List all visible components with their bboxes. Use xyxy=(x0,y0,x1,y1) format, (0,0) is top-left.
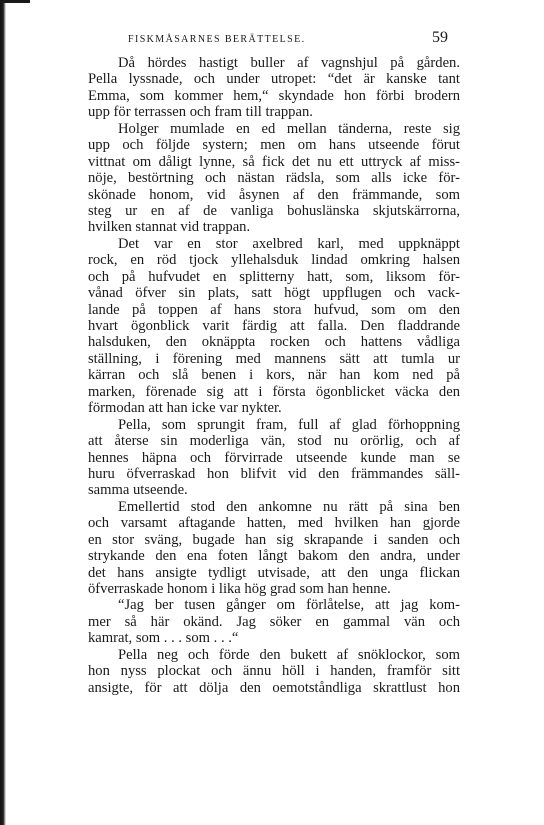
text-line: Det var en stor axelbred karl, med uppknäppt xyxy=(118,235,460,252)
text-line: vånad öfver sin plats, satt högt uppflugen och vack- xyxy=(88,285,460,302)
text-line: upp och följde systern; men om hans utseende förut xyxy=(88,137,460,154)
text-line: vittnat om dåligt lynne, så fick det nu ett uttryck af miss- xyxy=(88,153,460,170)
text-line: steg ur en af de vanliga bohuslänska skjutskärrorna, xyxy=(88,202,460,219)
text-line: Då hördes hastigt buller af vagnshjul på gården. xyxy=(118,55,460,71)
text-line: skönade honom, vid åsynen af den främmande, som xyxy=(88,186,460,203)
text-line: och på hufvudet en splitterny hatt, som, liksom för- xyxy=(88,268,460,285)
text-line: förmodan att han icke var nykter. xyxy=(88,400,282,417)
text-line: Pella neg och förde den bukett af snöklockor, som xyxy=(118,646,460,663)
text-line: rock, en röd tjock yllehalsduk lindad omkring halsen xyxy=(88,252,460,269)
text-line: huru öfverraskad hon blifvit vid den främmandes säll- xyxy=(88,465,460,482)
text-line: en stor sväng, bugade han sig skrapande i sanden och xyxy=(88,531,460,548)
text-line: Pella, som sprungit fram, full af glad förhoppning xyxy=(118,416,460,433)
text-line: hvilken stannat vid trappan. xyxy=(88,219,251,236)
text-line: kärran och slå benen i kors, när han kom ned på xyxy=(88,367,460,384)
text-line: Pella lyssnade, och under utropet: “det är kanske tant xyxy=(88,71,460,88)
text-line: strykande den ena foten långt bakom den andra, under xyxy=(88,548,460,565)
text-line: att återse sin moderliga vän, stod nu orörlig, och af xyxy=(88,433,460,450)
body-text xyxy=(88,55,460,696)
text-line: hennes häpna och förvirrade utseende kunde man se xyxy=(88,449,460,466)
text-line: ställning, i förening med mannens sätt att tumla ur xyxy=(88,350,460,367)
text-line: Holger mumlade en ed mellan tänderna, reste sig xyxy=(118,120,460,137)
text-line: lande på toppen af hans stora hufvud, som om den xyxy=(88,301,460,318)
page-number: 59 xyxy=(432,29,448,46)
text-line: öfverraskade honom i lika hög grad som han henne. xyxy=(88,581,391,597)
text-line: det hans ansigte tydligt utvisade, att den unga flickan xyxy=(88,564,460,581)
running-title: FISKMÅSARNES BERÄTTELSE. xyxy=(128,34,306,45)
text-line: halsduken, den oknäppta rocken och hattens vådliga xyxy=(88,334,460,351)
scan-edge-left xyxy=(0,0,6,825)
page-header xyxy=(88,29,448,47)
text-line: upp för terrassen och fram till trappan. xyxy=(88,104,313,121)
scan-edge-top xyxy=(0,0,30,3)
text-line: ansigte, för att dölja den oemotståndliga skrattlust hon xyxy=(88,679,460,696)
text-line: samma utseende. xyxy=(88,482,188,499)
text-line: kamrat, som . . . som . . .“ xyxy=(88,630,239,647)
text-line: Emma, som kommer hem,“ skyndade hon förbi brodern xyxy=(88,87,460,104)
text-line: hon nyss plockat och ännu höll i handen, framför sitt xyxy=(88,663,460,680)
text-line: och varsamt aftagande hatten, med hvilken han gjorde xyxy=(88,515,460,532)
text-line: mer så här okänd. Jag söker en gammal vän och xyxy=(88,613,460,630)
text-line: hvart ögonblick varit färdig att falla. Den fladdrande xyxy=(88,318,460,334)
text-line: “Jag ber tusen gånger om förlåtelse, att jag kom- xyxy=(118,597,460,614)
text-line: marken, förenade sig att i första ögonblicket väcka den xyxy=(88,383,460,400)
text-line: Emellertid stod den ankomne nu rätt på sina ben xyxy=(118,498,460,515)
text-line: nöje, bestörtning och nästan rädsla, som alls icke för- xyxy=(88,170,460,187)
